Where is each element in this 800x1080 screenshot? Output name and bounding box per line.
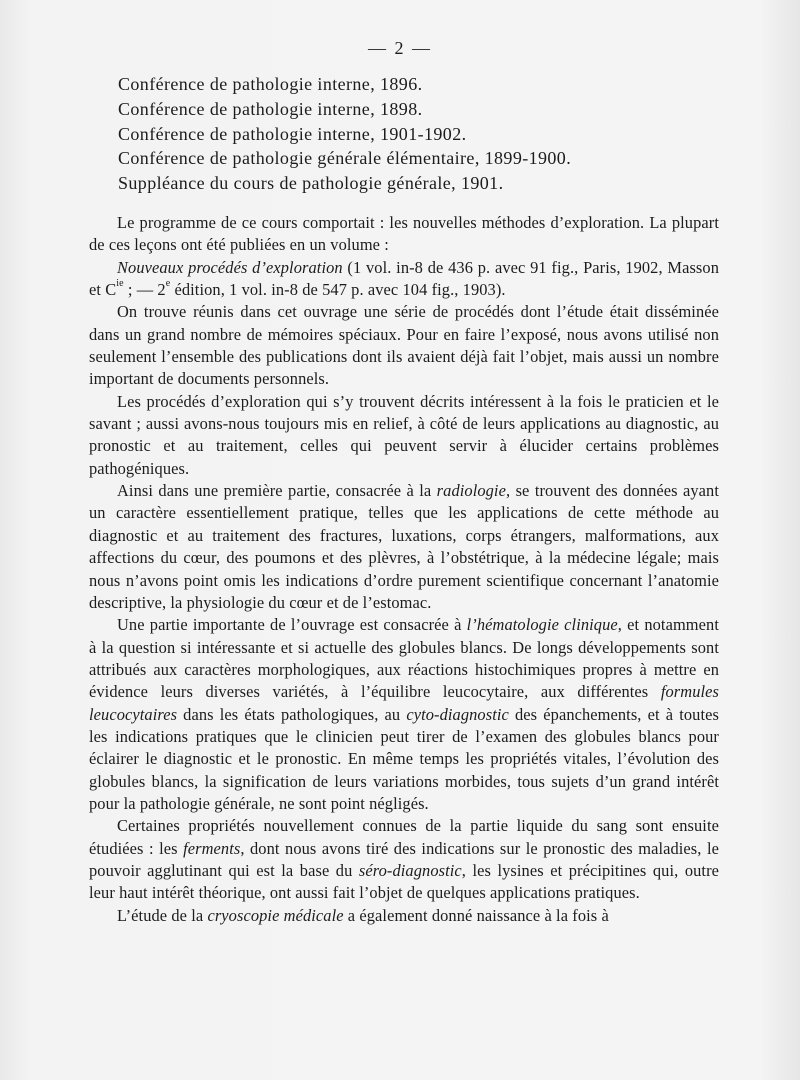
emphasis: l’hématologie clinique: [466, 615, 618, 635]
citation-text: ; — 2: [123, 280, 166, 300]
emphasis: cyto-diagnostic: [406, 704, 509, 724]
emphasis: cryoscopie médicale: [207, 905, 344, 925]
citation-paragraph: [89, 257, 719, 302]
paragraph-text: Ainsi dans une première partie, consacrée à la: [117, 481, 437, 501]
paragraph-text: , et notamment à la question si intéressante et si actuelle des globules blancs. De longs développements sont attribués aux caractères morphologiques, aux réactions histochimiques propres à mettre en évidence leurs diverses variétés, à l’équilibre leucocytaire, aux différentes: [89, 615, 719, 702]
citation-text: édition, 1 vol. in-8 de 547 p. avec 104 fig., 1903).: [170, 280, 506, 300]
citation-superscript: e: [165, 278, 171, 290]
emphasis: radiologie: [436, 481, 506, 501]
paragraph-text: , se trouvent des données ayant un caractère essentiellement pratique, telles que les applications de cette méthode au diagnostic et au traitement des fractures, luxations, corps étrangers, malformations, aux affections du cœur, des poumons et des plèvres, à l’obstétrique, à la médecine légale; mais nous n’avons point omis les indications d’ordre purement scientifique concernant l’anatomie descriptive, la physiologie du cœur et de l’estomac.: [89, 481, 719, 612]
paragraph-text: des épanchements, et à toutes les indications pratiques que le clinicien peut tirer de l’examen des globules blancs pour éclairer le diagnostic et le pronostic. En même temps les propriétés vitales, l’évolution des globules blancs, la signification de leurs variations morbides, tous sujets d’un grand intérêt pour la pathologie générale, ne sont point négligés.: [89, 704, 719, 813]
conference-item: Conférence de pathologie générale élémentaire, 1899-1900.: [118, 148, 572, 169]
title-block: [118, 72, 718, 196]
paragraph-text: L’étude de la: [117, 905, 208, 925]
intro-paragraph: Le programme de ce cours comportait : les nouvelles méthodes d’exploration. La plupart de ces leçons ont été publiées en un volume :: [89, 213, 719, 255]
paragraph: Les procédés d’exploration qui s’y trouvent décrits intéressent à la fois le praticien et le savant ; aussi avons-nous toujours mis en relief, à côté de leurs applications au diagnostic, au pronostic et au traitement, celles qui peuvent servir à élucider certains problèmes pathogéniques.: [89, 391, 719, 478]
paragraph-text: , dont nous avons tiré des indications sur le pronostic des maladies, le pouvoir agglutinant qui est la base du: [89, 838, 719, 880]
conference-list: [118, 72, 718, 196]
conference-item: Conférence de pathologie interne, 1901-1902.: [118, 123, 467, 144]
paragraph: On trouve réunis dans cet ouvrage une série de procédés dont l’étude était disséminée dans un grand nombre de mémoires spéciaux. Pour en faire l’exposé, nous avons utilisé non seulement l’ensemble des publications dont ils avaient déjà fait l’objet, mais aussi un nombre important de documents personnels.: [89, 302, 719, 389]
paragraph-text: a également donné naissance à la fois à: [343, 905, 609, 925]
conference-item: Conférence de pathologie interne, 1896.: [118, 74, 423, 94]
citation-text: (1 vol. in-8 de 436 p. avec 91 fig., Paris, 1902, Masson et C: [89, 257, 719, 300]
citation-superscript: ie: [116, 278, 124, 290]
emphasis: ferments: [183, 838, 241, 858]
citation-title: Nouveaux procédés d’exploration: [117, 257, 343, 277]
conference-item: Suppléance du cours de pathologie générale, 1901.: [118, 173, 504, 194]
paragraph-text: , les lysines et précipitines qui, outre leur haut intérêt théorique, ont aussi fait l’objet de quelques applications pratiques.: [89, 860, 720, 903]
paragraph: [89, 480, 719, 614]
paragraph: [89, 905, 719, 927]
paragraph-text: Certaines propriétés nouvellement connues de la partie liquide du sang sont ensuite étudiées : les: [89, 816, 719, 858]
paragraph: [89, 614, 719, 815]
paragraph-text: Une partie importante de l’ouvrage est consacrée à: [117, 615, 467, 635]
emphasis: séro-diagnostic: [358, 860, 462, 880]
paragraph-text: dans les états pathologiques, au: [177, 704, 407, 724]
body-text: [89, 212, 719, 927]
page-number: — 2 —: [368, 38, 432, 58]
conference-item: Conférence de pathologie interne, 1898.: [118, 98, 423, 119]
paragraph: [89, 815, 719, 904]
emphasis: formules leucocytaires: [89, 682, 719, 724]
